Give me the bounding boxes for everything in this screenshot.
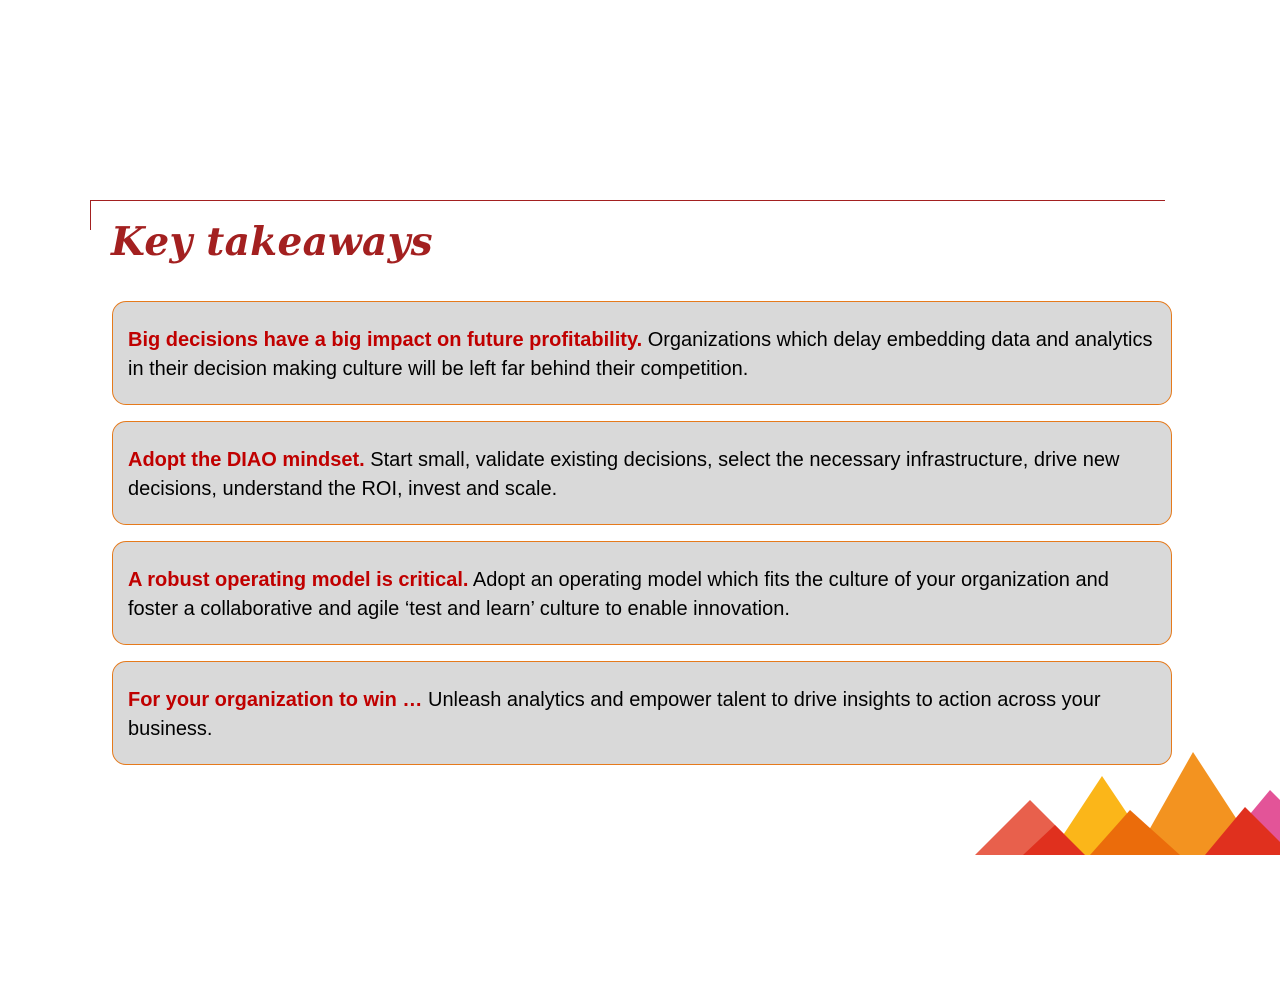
takeaway-card-2: [112, 421, 1172, 525]
takeaway-lead: For your organization to win …: [128, 689, 423, 711]
title-frame-top-rule: [90, 200, 1165, 201]
takeaway-text: Start small, validate existing decisions, select the necessary infrastructure, drive new decisions, understand the ROI, invest and scale.: [128, 449, 1120, 500]
takeaway-lead: Adopt the DIAO mindset.: [128, 449, 365, 471]
title-frame-left-rule: [90, 200, 91, 230]
takeaway-text: Unleash analytics and empower talent to drive insights to action across your business.: [128, 689, 1101, 740]
takeaway-card-3: [112, 541, 1172, 645]
takeaway-lead: A robust operating model is critical.: [128, 569, 469, 591]
takeaway-text: Organizations which delay embedding data and analytics in their decision making culture will be left far behind their competition.: [128, 329, 1153, 380]
takeaway-text: Adopt an operating model which fits the culture of your organization and foster a collaborative and agile ‘test and learn’ culture to enable innovation.: [128, 569, 1109, 620]
slide-title: Key takeaways: [111, 219, 433, 265]
takeaway-card-1: [112, 301, 1172, 405]
takeaway-lead: Big decisions have a big impact on future profitability.: [128, 329, 643, 351]
decorative-triangles-graphic: [975, 750, 1280, 855]
